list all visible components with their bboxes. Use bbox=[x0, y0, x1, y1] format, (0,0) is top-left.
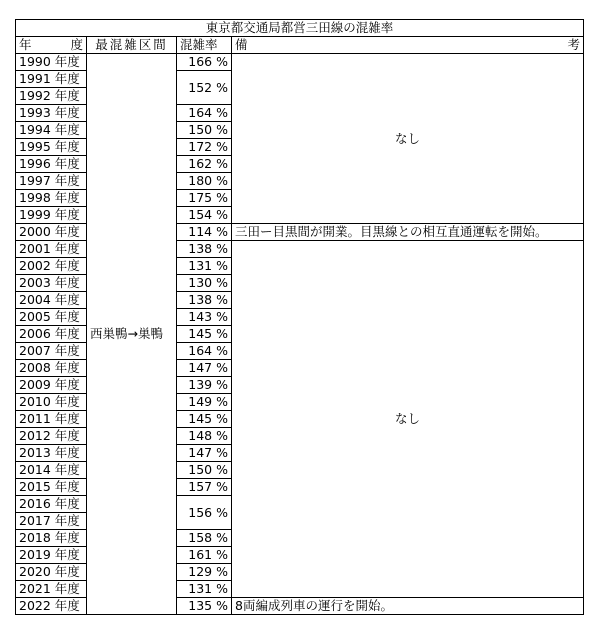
year-cell: 2003 年度 bbox=[16, 275, 87, 292]
year-cell: 2007 年度 bbox=[16, 343, 87, 360]
header-note-right: 考 bbox=[567, 37, 581, 52]
rate-cell: 131 % bbox=[177, 258, 232, 275]
year-cell: 2022 年度 bbox=[16, 598, 87, 615]
rate-cell: 135 % bbox=[177, 598, 232, 615]
rate-cell: 149 % bbox=[177, 394, 232, 411]
header-section: 最混雑区間 bbox=[87, 37, 177, 54]
year-cell: 2002 年度 bbox=[16, 258, 87, 275]
rate-cell: 156 % bbox=[177, 496, 232, 530]
rate-cell: 148 % bbox=[177, 428, 232, 445]
rate-cell: 145 % bbox=[177, 326, 232, 343]
year-cell: 2005 年度 bbox=[16, 309, 87, 326]
year-cell: 2008 年度 bbox=[16, 360, 87, 377]
year-cell: 2019 年度 bbox=[16, 547, 87, 564]
year-cell: 2014 年度 bbox=[16, 462, 87, 479]
rate-cell: 130 % bbox=[177, 275, 232, 292]
year-cell: 2000 年度 bbox=[16, 224, 87, 241]
rate-cell: 172 % bbox=[177, 139, 232, 156]
year-cell: 2009 年度 bbox=[16, 377, 87, 394]
note-cell: なし bbox=[232, 241, 584, 598]
year-cell: 2021 年度 bbox=[16, 581, 87, 598]
year-cell: 1995 年度 bbox=[16, 139, 87, 156]
header-year-right: 度 bbox=[70, 37, 83, 52]
note-cell: 三田ー目黒間が開業。目黒線との相互直通運転を開始。 bbox=[232, 224, 584, 241]
rate-cell: 157 % bbox=[177, 479, 232, 496]
year-cell: 2020 年度 bbox=[16, 564, 87, 581]
rate-cell: 164 % bbox=[177, 343, 232, 360]
rate-cell: 164 % bbox=[177, 105, 232, 122]
congestion-table bbox=[15, 19, 584, 615]
rate-cell: 147 % bbox=[177, 445, 232, 462]
year-cell: 2001 年度 bbox=[16, 241, 87, 258]
header-note-left: 備 bbox=[235, 37, 248, 52]
year-cell: 2013 年度 bbox=[16, 445, 87, 462]
year-cell: 1999 年度 bbox=[16, 207, 87, 224]
rate-cell: 152 % bbox=[177, 71, 232, 105]
year-cell: 1992 年度 bbox=[16, 88, 87, 105]
rate-cell: 162 % bbox=[177, 156, 232, 173]
year-cell: 2017 年度 bbox=[16, 513, 87, 530]
table-row bbox=[16, 54, 584, 71]
year-cell: 2004 年度 bbox=[16, 292, 87, 309]
section-cell: 西巣鴨→巣鴨 bbox=[87, 54, 177, 615]
year-cell: 2011 年度 bbox=[16, 411, 87, 428]
note-cell: 8両編成列車の運行を開始。 bbox=[232, 598, 584, 615]
year-cell: 2010 年度 bbox=[16, 394, 87, 411]
year-cell: 1996 年度 bbox=[16, 156, 87, 173]
year-cell: 2006 年度 bbox=[16, 326, 87, 343]
year-cell: 1993 年度 bbox=[16, 105, 87, 122]
rate-cell: 166 % bbox=[177, 54, 232, 71]
rate-cell: 180 % bbox=[177, 173, 232, 190]
rate-cell: 145 % bbox=[177, 411, 232, 428]
year-cell: 2015 年度 bbox=[16, 479, 87, 496]
year-cell: 2016 年度 bbox=[16, 496, 87, 513]
year-cell: 1991 年度 bbox=[16, 71, 87, 88]
year-cell: 2012 年度 bbox=[16, 428, 87, 445]
rate-cell: 161 % bbox=[177, 547, 232, 564]
rate-cell: 138 % bbox=[177, 292, 232, 309]
title-row bbox=[16, 20, 584, 37]
year-cell: 1994 年度 bbox=[16, 122, 87, 139]
table-title: 東京都交通局都営三田線の混雑率 bbox=[16, 20, 584, 37]
rate-cell: 139 % bbox=[177, 377, 232, 394]
header-year-left: 年 bbox=[19, 37, 32, 52]
rate-cell: 131 % bbox=[177, 581, 232, 598]
year-cell: 1997 年度 bbox=[16, 173, 87, 190]
header-rate: 混雑率 bbox=[177, 37, 232, 54]
rate-cell: 158 % bbox=[177, 530, 232, 547]
rate-cell: 175 % bbox=[177, 190, 232, 207]
rate-cell: 150 % bbox=[177, 462, 232, 479]
rate-cell: 114 % bbox=[177, 224, 232, 241]
rate-cell: 147 % bbox=[177, 360, 232, 377]
rate-cell: 143 % bbox=[177, 309, 232, 326]
rate-cell: 154 % bbox=[177, 207, 232, 224]
header-note bbox=[232, 37, 584, 54]
year-cell: 1998 年度 bbox=[16, 190, 87, 207]
header-row bbox=[16, 37, 584, 54]
rate-cell: 138 % bbox=[177, 241, 232, 258]
rate-cell: 150 % bbox=[177, 122, 232, 139]
year-cell: 2018 年度 bbox=[16, 530, 87, 547]
header-year bbox=[16, 37, 87, 54]
rate-cell: 129 % bbox=[177, 564, 232, 581]
note-cell: なし bbox=[232, 54, 584, 224]
year-cell: 1990 年度 bbox=[16, 54, 87, 71]
